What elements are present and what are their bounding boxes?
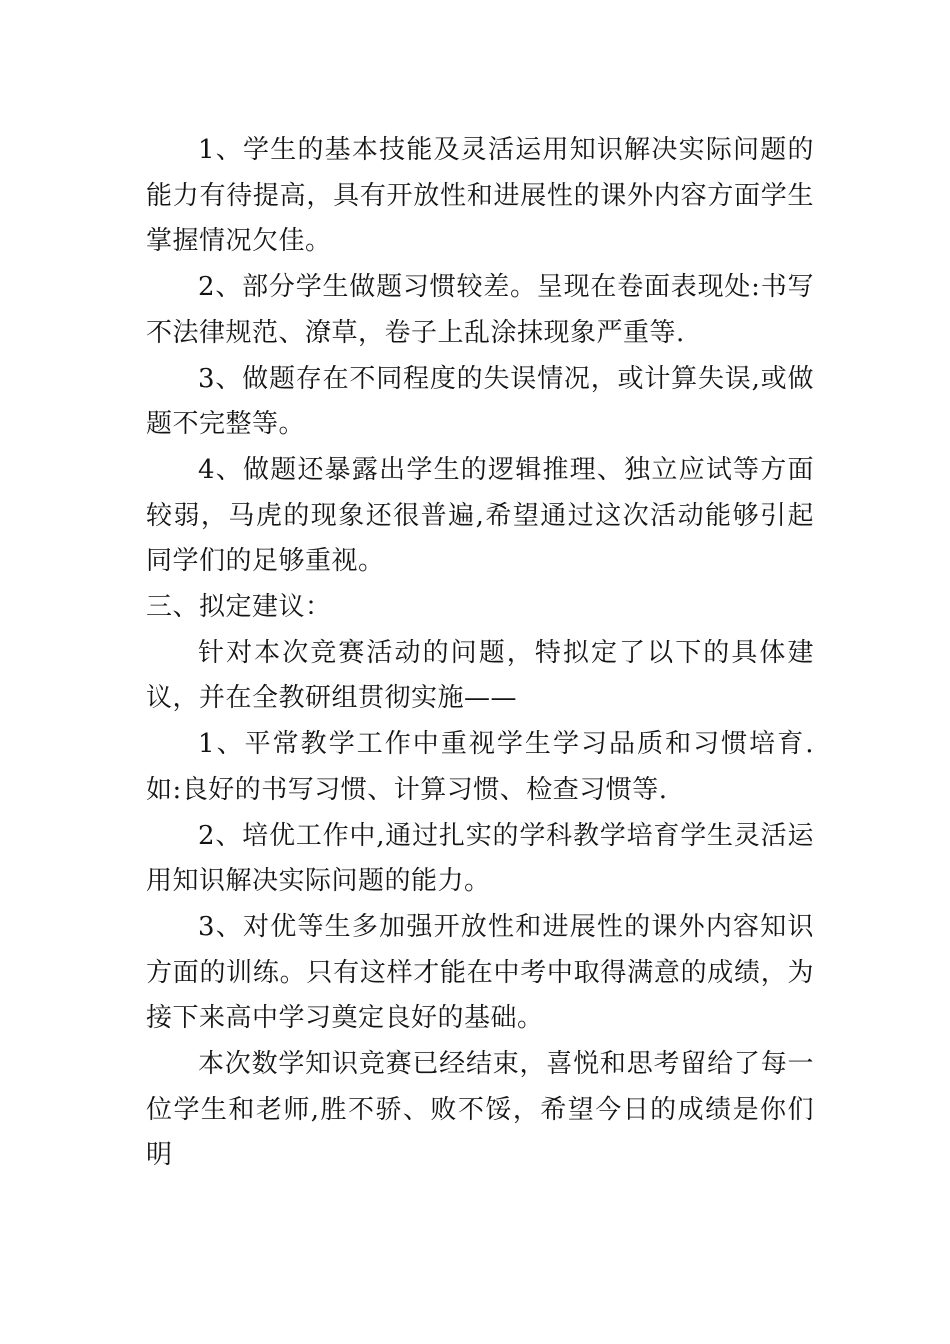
- closing-paragraph: 本次数学知识竞赛已经结束，喜悦和思考留给了每一位学生和老师,胜不骄、败不馁，希望今日的成绩是你们明: [146, 1049, 814, 1171]
- suggestion-intro-paragraph: 针对本次竞赛活动的问题，特拟定了以下的具体建议，并在全教研组贯彻实施——: [146, 637, 814, 714]
- problem-paragraph-1: 1、学生的基本技能及灵活运用知识解决实际问题的能力有待提高，具有开放性和进展性的课外内容方面学生掌握情况欠佳。: [146, 135, 814, 257]
- problem-paragraph-3: 3、做题存在不同程度的失误情况，或计算失误,或做题不完整等。: [146, 363, 814, 440]
- section-heading: 三、拟定建议：: [146, 592, 332, 623]
- suggestion-paragraph-3: 3、对优等生多加强开放性和进展性的课外内容知识方面的训练。只有这样才能在中考中取得满意的成绩，为接下来高中学习奠定良好的基础。: [146, 911, 814, 1034]
- suggestion-paragraph-1: 1、平常教学工作中重视学生学习品质和习惯培育.如:良好的书写习惯、计算习惯、检查习惯等.: [146, 729, 814, 805]
- problem-paragraph-2: 2、部分学生做题习惯较差。呈现在卷面表现处:书写不法律规范、潦草，卷子上乱涂抹现象严重等.: [146, 272, 814, 348]
- document-body: [146, 128, 814, 1179]
- suggestion-paragraph-2: 2、培优工作中,通过扎实的学科教学培育学生灵活运用知识解决实际问题的能力。: [146, 820, 814, 897]
- problem-paragraph-4: 4、做题还暴露出学生的逻辑推理、独立应试等方面较弱，马虎的现象还很普遍,希望通过这次活动能够引起同学们的足够重视。: [146, 454, 814, 577]
